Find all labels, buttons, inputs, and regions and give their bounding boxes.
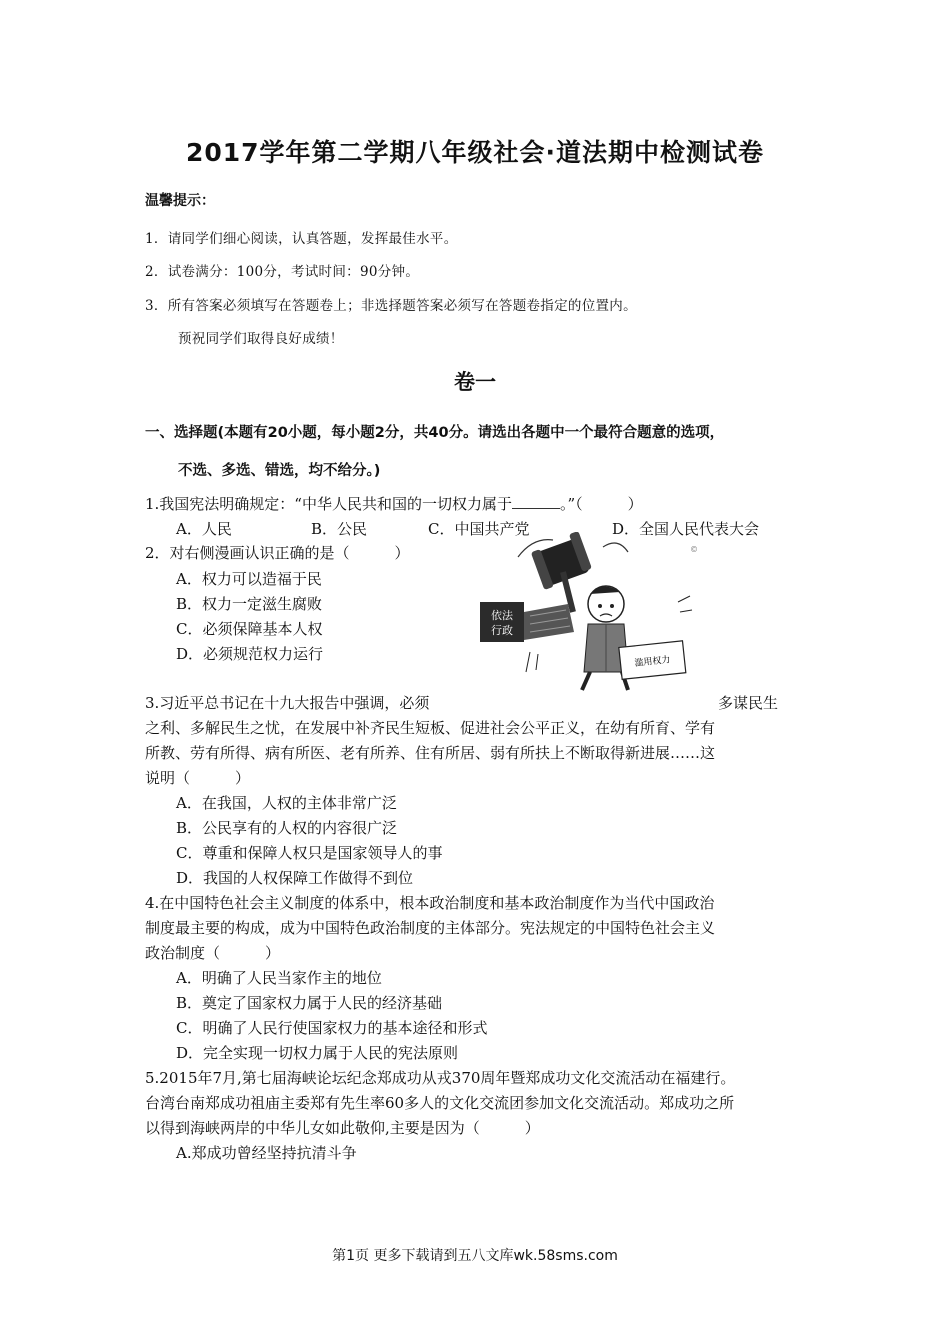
question-1-option-a: A．人民 [176,520,232,538]
cartoon-illustration [478,532,696,692]
question-3-line1-end: 多谋民生 [718,694,779,712]
volume-heading: 卷一 [454,370,496,394]
question-2-stem: 2．对右侧漫画认识正确的是（ ） [145,544,410,562]
tip-item: 1．请同学们细心阅读，认真答题，发挥最佳水平。 [145,231,458,247]
question-4-line1: 4.在中国特色社会主义制度的体系中，根本政治制度和基本政治制度作为当代中国政治 [145,894,715,912]
question-5-line1: 5.2015年7月,第七届海峡论坛纪念郑成功从戎370周年暨郑成功文化交流活动在福建行。 [145,1069,736,1087]
gavel-icon [531,532,592,612]
question-1-stem-end: 。”（ ） [559,495,643,513]
question-5-line3: 以得到海峡两岸的中华儿女如此敬仰,主要是因为（ ） [145,1119,540,1137]
page-footer: 第1页 更多下载请到五八文库wk.58sms.com [332,1248,618,1264]
question-1-option-c: C．中国共产党 [428,520,530,538]
question-1-stem-start: 1.我国宪法明确规定：“中华人民共和国的一切权力属于 [145,495,512,513]
question-3-option-a: A．在我国，人权的主体非常广泛 [176,794,397,812]
question-4-option-a: A．明确了人民当家作主的地位 [176,969,382,987]
question-3-line3: 所教、劳有所得、病有所医、老有所养、住有所居、弱有所扶上不断取得新进展……这 [145,744,716,762]
question-3-line1-start: 3.习近平总书记在十九大报告中强调，必须 [145,694,430,712]
question-2-option-d: D．必须规范权力运行 [176,645,324,663]
tip-item: 3．所有答案必须填写在答题卷上；非选择题答案必须写在答题卷指定的位置内。 [145,298,637,314]
question-3-option-d: D．我国的人权保障工作做得不到位 [176,869,414,887]
copyright-mark-icon: © [690,545,698,554]
question-2-option-a: A．权力可以造福于民 [176,570,322,588]
question-4-line3: 政治制度（ ） [145,944,281,962]
question-2-option-c: C．必须保障基本人权 [176,620,323,638]
tips-heading: 温馨提示： [145,193,215,209]
question-1-option-b: B．公民 [311,520,368,538]
question-3-option-c: C．尊重和保障人权只是国家领导人的事 [176,844,443,862]
exam-title: 2017学年第二学期八年级社会·道法期中检测试卷 [185,138,765,167]
question-2-option-b: B．权力一定滋生腐败 [176,595,323,613]
section-heading-line1: 一、选择题(本题有20小题，每小题2分，共40分。请选出各题中一个最符合题意的选项， [145,425,725,441]
question-3-option-b: B．公民享有的人权的内容很广泛 [176,819,398,837]
question-5-option-a: A.郑成功曾经坚持抗清斗争 [176,1144,357,1162]
tip-item: 2．试卷满分：100分，考试时间：90分钟。 [145,264,420,280]
tips-wish: 预祝同学们取得良好成绩！ [178,331,344,347]
section-heading-line2: 不选、多选、错选，均不给分。) [178,463,381,479]
question-3-line2: 之利、多解民生之忧，在发展中补齐民生短板、促进社会公平正义，在幼有所育、学有 [145,719,716,737]
question-4-option-d: D．完全实现一切权力属于人民的宪法原则 [176,1044,459,1062]
cartoon-paper-text: 滥用权力 [634,655,671,669]
question-4-option-c: C．明确了人民行使国家权力的基本途径和形式 [176,1019,488,1037]
question-1-option-d: D．全国人民代表大会 [612,520,760,538]
cartoon-sign-text: 依法行政 [491,609,513,637]
question-4-option-b: B．奠定了国家权力属于人民的经济基础 [176,994,443,1012]
answer-blank [512,494,560,509]
question-4-line2: 制度最主要的构成，成为中国特色政治制度的主体部分。宪法规定的中国特色社会主义 [145,919,716,937]
question-3-line4: 说明（ ） [145,769,251,787]
question-1-stem [145,493,643,514]
question-5-line2: 台湾台南郑成功祖庙主委郑有先生率60多人的文化交流团参加文化交流活动。郑成功之所 [145,1094,735,1112]
